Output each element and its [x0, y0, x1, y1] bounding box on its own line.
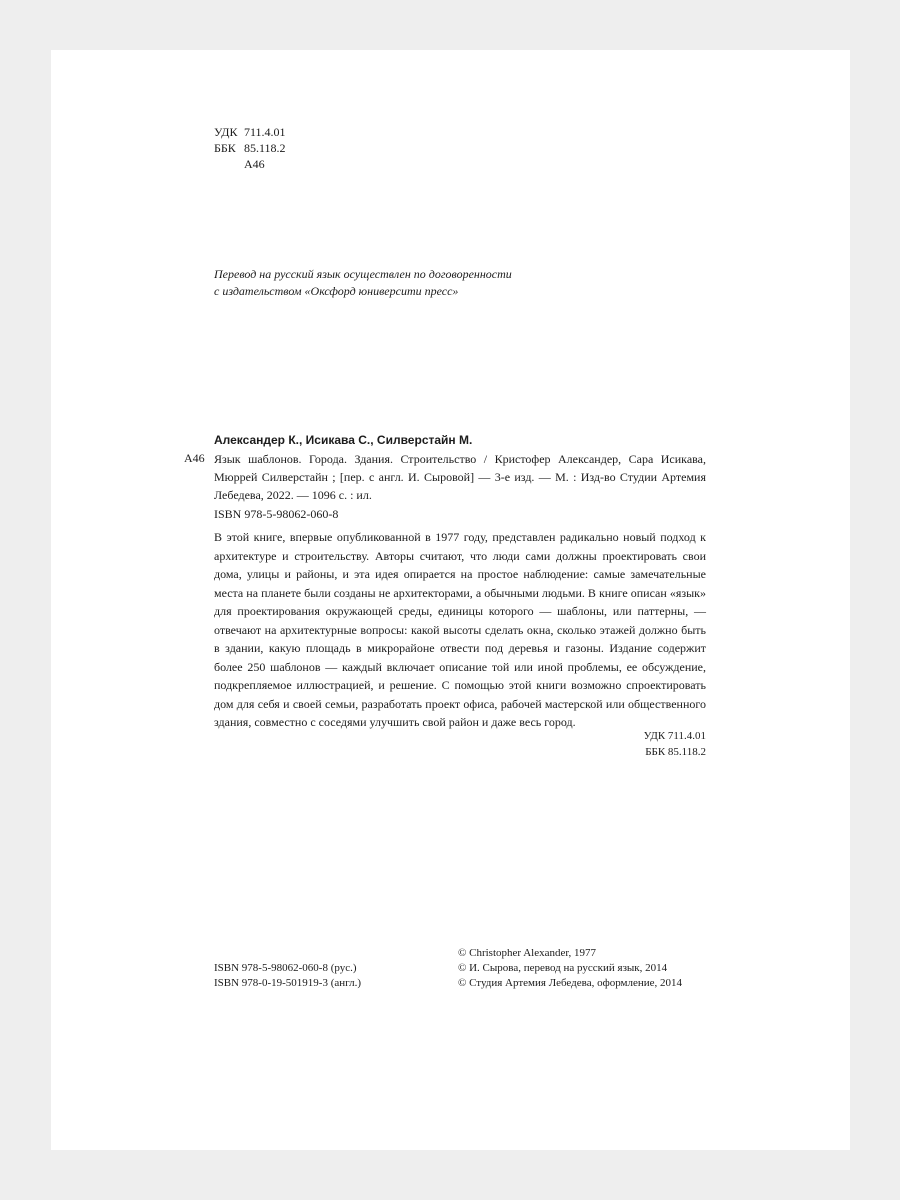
catalog-isbn: ISBN 978-5-98062-060-8 [214, 507, 339, 521]
udk-label: УДК [214, 125, 238, 139]
translation-note [214, 266, 634, 300]
classification-block [214, 124, 286, 172]
book-imprint-page [51, 50, 850, 1150]
catalog-description: Язык шаблонов. Города. Здания. Строительство / Кристофер Александер, Сара Исикава, Мюррей Силверстайн ; [пер. с англ. И. Сыровой] — 3-е изд. — М. : Изд-во Студии Артемия Лебедева, 2022. — 1096 с. : ил. [214, 452, 706, 502]
udk-row [214, 124, 286, 140]
copyright-design: © Студия Артемия Лебедева, оформление, 2014 [458, 977, 683, 989]
bbk-bottom: ББК 85.118.2 [645, 746, 706, 758]
copyright-translation: © И. Сырова, перевод на русский язык, 2014 [458, 962, 668, 974]
classification-bottom [541, 728, 706, 760]
bbk-label: ББК [214, 141, 236, 155]
copyright-list [458, 946, 682, 991]
isbn-english: ISBN 978-0-19-501919-3 (англ.) [214, 977, 362, 989]
udk-code: 711.4.01 [244, 125, 286, 139]
isbn-list [214, 961, 361, 991]
author-mark: А46 [244, 157, 265, 171]
translation-note-line: с издательством «Оксфорд юниверсити пресс» [214, 284, 459, 298]
udk-bottom: УДК 711.4.01 [643, 730, 706, 742]
author-mark-row [214, 156, 286, 172]
copyright-author: © Christopher Alexander, 1977 [458, 947, 597, 959]
translation-note-line: Перевод на русский язык осуществлен по договоренности [214, 267, 512, 281]
isbn-russian: ISBN 978-5-98062-060-8 (рус.) [214, 962, 357, 974]
book-annotation: В этой книге, впервые опубликованной в 1977 году, представлен радикально новый подход к архитектуре и строительству. Авторы считают, что люди сами должны проектировать свои дома, улицы и районы, и эта идея опирается на простое наблюдение: самые замечательные места на планете были созданы не архитекторами, а обычными людьми. В книге описан «язык» для проектирования окружающей среды, единицы которого — шаблоны, или паттерны, — отвечают на архитектурные вопросы: какой высоты сделать окна, сколько этажей должно быть в здании, какую площадь в микрорайоне отвести под деревья и газоны. Издание содержит более 250 шаблонов — каждый включает описание той или иной проблемы, ее обсуждение, подкрепляемое иллюстрацией, и решение. С помощью этой книги возможно спроектировать дом для себя и своей семьи, разработать проект офиса, рабочей мастерской или общественного здания, совместно с соседями улучшить свой район и даже весь город. [214, 530, 706, 729]
catalog-class-mark: А46 [184, 451, 205, 465]
catalog-authors: Александер К., Исикава С., Силверстайн М. [214, 433, 473, 447]
bbk-row [214, 140, 286, 156]
bbk-code: 85.118.2 [244, 141, 286, 155]
